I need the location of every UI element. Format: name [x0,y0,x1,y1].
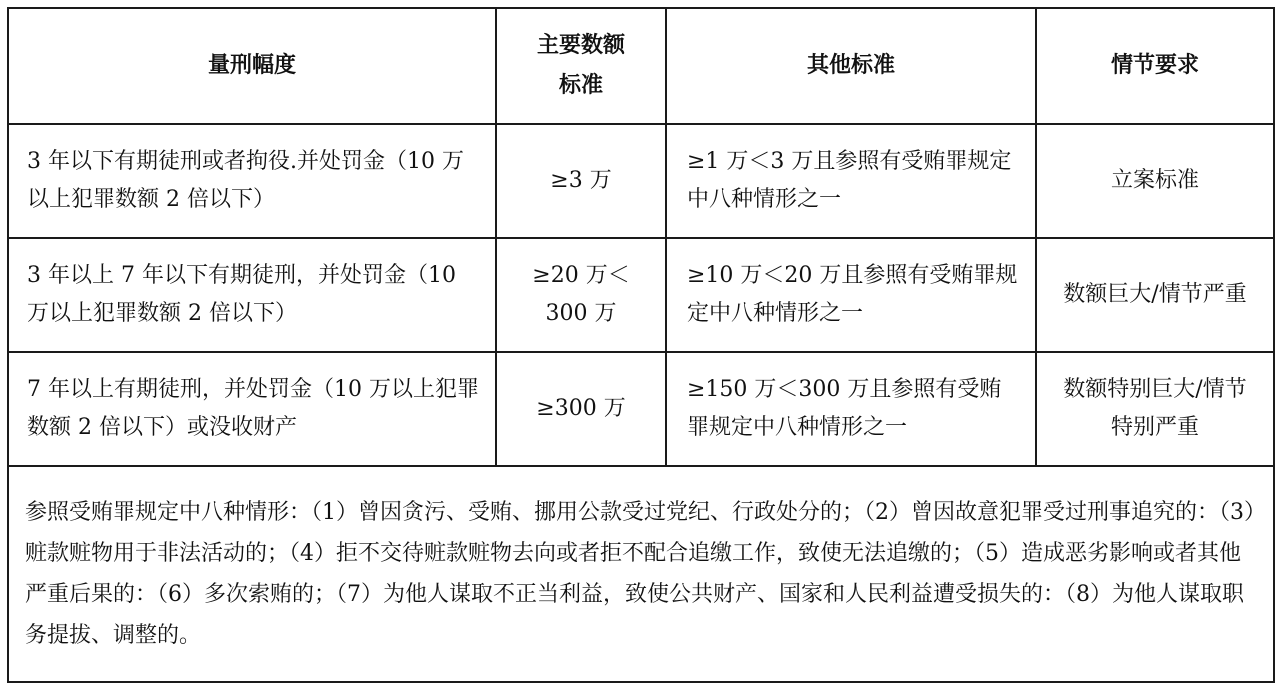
sentencing-table-container [7,7,1273,679]
cell-circumstance: 数额特别巨大/情节特别严重 [1036,352,1274,466]
cell-sentencing-range: 7 年以上有期徒刑，并处罚金（10 万以上犯罪数额 2 倍以下）或没收财产 [8,352,496,466]
cell-sentencing-range: 3 年以下有期徒刑或者拘役.并处罚金（10 万以上犯罪数额 2 倍以下） [8,124,496,238]
cell-main-amount: ≥3 万 [496,124,666,238]
header-circumstance: 情节要求 [1036,8,1274,124]
table-note-row [8,466,1274,682]
cell-other-standard: ≥1 万＜3 万且参照有受贿罪规定中八种情形之一 [666,124,1036,238]
cell-main-amount: ≥20 万＜300 万 [496,238,666,352]
header-main-amount: 主要数额标准 [496,8,666,124]
sentencing-table [7,7,1275,683]
cell-other-standard: ≥150 万＜300 万且参照有受贿罪规定中八种情形之一 [666,352,1036,466]
header-sentencing-range: 量刑幅度 [8,8,496,124]
cell-main-amount: ≥300 万 [496,352,666,466]
cell-other-standard: ≥10 万＜20 万且参照有受贿罪规定中八种情形之一 [666,238,1036,352]
eight-circumstances-note: 参照受贿罪规定中八种情形：（1）曾因贪污、受贿、挪用公款受过党纪、行政处分的；（2）曾因故意犯罪受过刑事追究的：（3）赃款赃物用于非法活动的；（4）拒不交待赃款赃物去向或者拒不配合追缴工作，致使无法追缴的；（5）造成恶劣影响或者其他严重后果的：（6）多次索贿的；（7）为他人谋取不正当利益，致使公共财产、国家和人民利益遭受损失的：（8）为他人谋取职务提拔、调整的。 [8,466,1274,682]
header-other-standard: 其他标准 [666,8,1036,124]
table-header-row [8,8,1274,124]
cell-sentencing-range: 3 年以上 7 年以下有期徒刑，并处罚金（10 万以上犯罪数额 2 倍以下） [8,238,496,352]
table-row [8,124,1274,238]
cell-circumstance: 数额巨大/情节严重 [1036,238,1274,352]
cell-circumstance: 立案标准 [1036,124,1274,238]
table-row [8,352,1274,466]
table-row [8,238,1274,352]
